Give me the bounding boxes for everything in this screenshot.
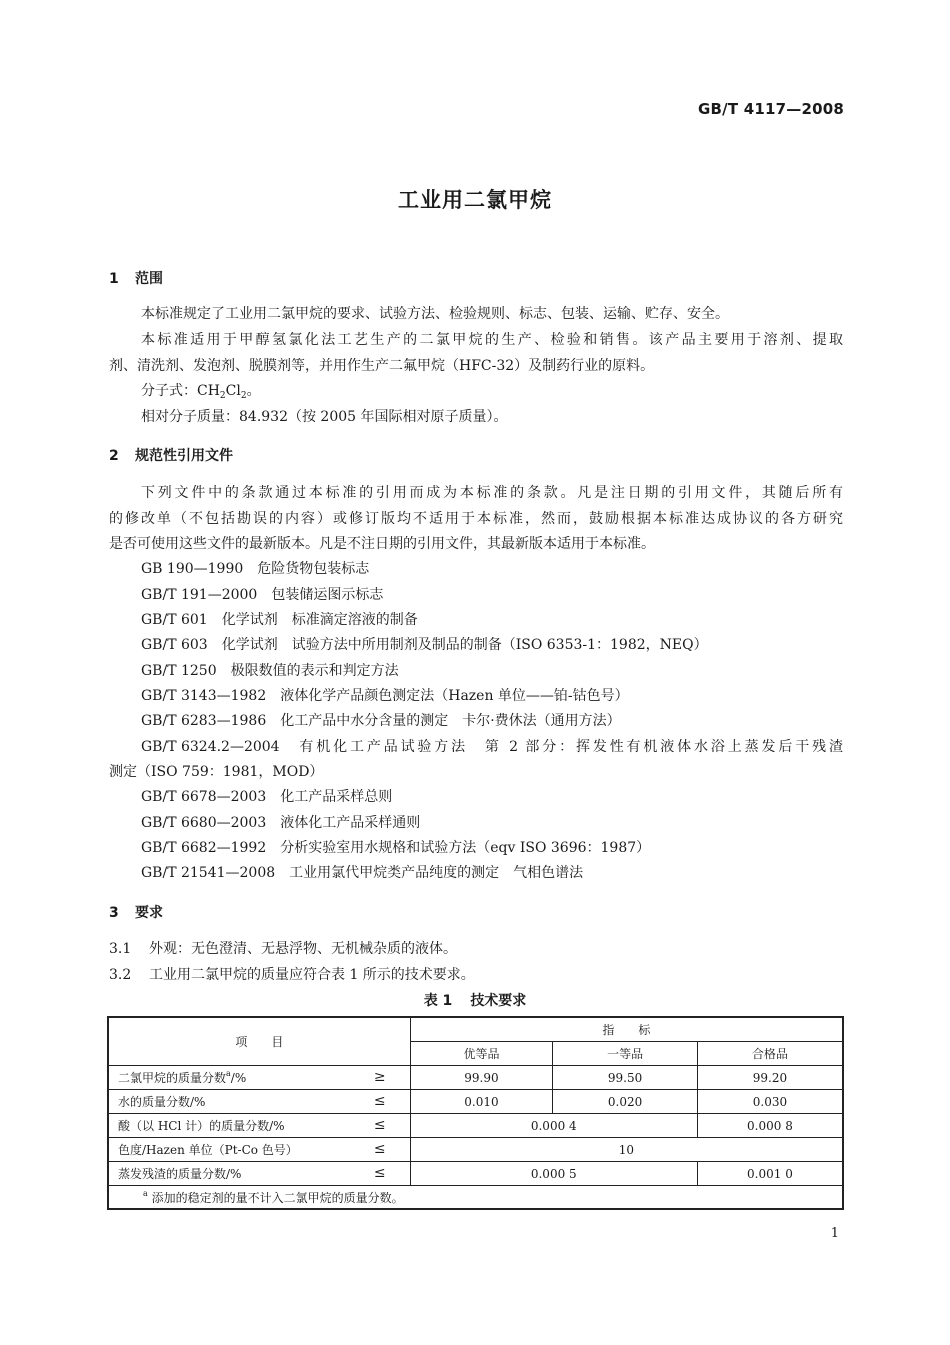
references-intro-line-2: 的修改单（不包括勘误的内容）或修订版均不适用于本标准，然而，鼓励根据本标准达成协议的各方研究 xyxy=(109,511,843,527)
value-cell: 99.90 xyxy=(410,1066,553,1090)
clause-text: 外观：无色澄清、无悬浮物、无机械杂质的液体。 xyxy=(149,941,457,957)
reference-title: 化工产品中水分含量的测定 卡尔·费休法（通用方法） xyxy=(280,713,621,729)
section-number: 1 xyxy=(109,271,119,287)
clause-text: 工业用二氯甲烷的质量应符合表 1 所示的技术要求。 xyxy=(149,967,475,983)
reference-title: 化学试剂 试验方法中所用制剂及制品的制备（ISO 6353-1：1982，NEQ） xyxy=(221,637,708,653)
references-intro-line-1: 下列文件中的条款通过本标准的引用而成为本标准的条款。凡是注日期的引用文件，其随后所有 xyxy=(141,485,843,501)
reference-title: 液体化学产品颜色测定法（Hazen 单位——铂-钴色号） xyxy=(280,688,629,704)
item-label: 蒸发残渣的质量分数/% xyxy=(118,1167,242,1181)
reference-code: GB/T 191—2000 xyxy=(141,587,258,603)
table-caption xyxy=(0,990,950,1010)
standard-code: GB/T 4117—2008 xyxy=(698,100,844,118)
table-header-item: 项 目 xyxy=(108,1017,410,1066)
comparison-symbol: ≥ xyxy=(373,1069,386,1085)
reference-code: GB/T 6283—1986 xyxy=(141,713,267,729)
grade-header: 一等品 xyxy=(553,1042,698,1066)
reference-item xyxy=(141,660,399,680)
section-2-heading xyxy=(109,445,233,465)
value-cell: 99.50 xyxy=(553,1066,698,1090)
reference-code: GB/T 6678—2003 xyxy=(141,789,267,805)
reference-code: GB 190—1990 xyxy=(141,561,244,577)
reference-code: GB/T 21541—2008 xyxy=(141,865,276,881)
table-row xyxy=(108,1114,843,1138)
reference-title: 液体化工产品采样通则 xyxy=(280,815,421,831)
item-cell xyxy=(108,1090,410,1114)
value-cell: 0.000 8 xyxy=(697,1114,843,1138)
table-row xyxy=(108,1162,843,1186)
value-cell: 0.030 xyxy=(697,1090,843,1114)
reference-code: GB/T 601 xyxy=(141,612,208,628)
formula-subscript: 2 xyxy=(240,391,247,401)
reference-code: GB/T 6680—2003 xyxy=(141,815,267,831)
reference-item xyxy=(141,685,629,705)
value-cell: 0.001 0 xyxy=(697,1162,843,1186)
table-note xyxy=(108,1186,843,1210)
clause-number: 3.2 xyxy=(109,967,132,983)
reference-code: GB/T 1250 xyxy=(141,663,217,679)
reference-title: 极限数值的表示和判定方法 xyxy=(230,663,399,679)
clause-3-2 xyxy=(109,964,475,984)
scope-paragraph-2-line-1: 本标准适用于甲醇氢氯化法工艺生产的二氯甲烷的生产、检验和销售。该产品主要用于溶剂、提取 xyxy=(141,332,843,348)
reference-item xyxy=(141,812,420,832)
reference-item xyxy=(141,862,583,882)
reference-code: GB/T 603 xyxy=(141,637,208,653)
reference-continuation: 测定（ISO 759：1981，MOD） xyxy=(109,764,324,780)
reference-title: 有机化工产品试验方法 第 2 部分：挥发性有机液体水浴上蒸发后干残渣 xyxy=(299,739,844,755)
section-1-heading xyxy=(109,268,163,288)
reference-item xyxy=(141,786,392,806)
comparison-symbol: ≤ xyxy=(373,1165,386,1181)
table-row xyxy=(108,1138,843,1162)
section-number: 2 xyxy=(109,448,119,464)
value-cell: 10 xyxy=(410,1138,843,1162)
table-row xyxy=(108,1090,843,1114)
reference-item xyxy=(141,837,650,857)
table-note-row xyxy=(108,1186,843,1210)
section-title: 规范性引用文件 xyxy=(135,448,233,464)
table-title: 技术要求 xyxy=(470,993,527,1009)
footnote-mark: a xyxy=(143,1188,148,1198)
value-cell: 0.000 4 xyxy=(410,1114,697,1138)
reference-item xyxy=(141,584,383,604)
reference-code: GB/T 6682—1992 xyxy=(141,840,267,856)
section-3-heading xyxy=(109,902,163,922)
reference-code: GB/T 3143—1982 xyxy=(141,688,267,704)
molecular-mass: 相对分子质量：84.932（按 2005 年国际相对原子质量）。 xyxy=(141,409,508,425)
reference-item xyxy=(141,710,621,730)
references-intro-line-3: 是否可使用这些文件的最新版本。凡是不注日期的引用文件，其最新版本适用于本标准。 xyxy=(109,536,655,552)
reference-item xyxy=(141,558,369,578)
technical-requirements-table xyxy=(107,1016,844,1210)
reference-title: 化学试剂 标准滴定溶液的制备 xyxy=(221,612,418,628)
value-cell: 99.20 xyxy=(697,1066,843,1090)
item-cell xyxy=(108,1114,410,1138)
item-label: 二氯甲烷的质量分数 xyxy=(118,1071,227,1085)
reference-item xyxy=(141,634,708,654)
item-cell xyxy=(108,1162,410,1186)
value-cell: 0.000 5 xyxy=(410,1162,697,1186)
scope-paragraph-1: 本标准规定了工业用二氯甲烷的要求、试验方法、检验规则、标志、包装、运输、贮存、安全。 xyxy=(141,306,729,322)
reference-item xyxy=(141,736,843,756)
formula-suffix: 。 xyxy=(246,383,261,399)
section-title: 要求 xyxy=(135,905,163,921)
reference-title: 危险货物包装标志 xyxy=(257,561,370,577)
molecular-formula xyxy=(141,380,261,401)
value-cell: 0.020 xyxy=(553,1090,698,1114)
formula-prefix: 分子式：CH xyxy=(141,383,220,399)
reference-title: 分析实验室用水规格和试验方法（eqv ISO 3696：1987） xyxy=(280,840,651,856)
section-title: 范围 xyxy=(135,271,163,287)
value-cell: 0.010 xyxy=(410,1090,553,1114)
note-text: 添加的稳定剂的量不计入二氯甲烷的质量分数。 xyxy=(151,1190,404,1205)
item-label: 色度/Hazen 单位（Pt-Co 色号） xyxy=(118,1143,298,1157)
clause-3-1 xyxy=(109,938,457,958)
reference-item xyxy=(141,609,418,629)
document-title: 工业用二氯甲烷 xyxy=(398,188,552,212)
scope-paragraph-2-line-2: 剂、清洗剂、发泡剂、脱膜剂等，并用作生产二氟甲烷（HFC-32）及制药行业的原料。 xyxy=(109,358,655,374)
page-number: 1 xyxy=(830,1226,839,1241)
grade-header: 优等品 xyxy=(410,1042,553,1066)
reference-title: 化工产品采样总则 xyxy=(280,789,393,805)
table-header-index: 指 标 xyxy=(410,1017,843,1042)
comparison-symbol: ≤ xyxy=(373,1141,386,1157)
grade-header: 合格品 xyxy=(697,1042,843,1066)
section-number: 3 xyxy=(109,905,119,921)
table-row xyxy=(108,1066,843,1090)
formula-subscript: 2 xyxy=(219,391,226,401)
footnote-mark: a xyxy=(226,1069,231,1078)
table-number: 表 1 xyxy=(423,993,453,1009)
reference-code: GB/T 6324.2—2004 xyxy=(141,739,280,755)
reference-title: 工业用氯代甲烷类产品纯度的测定 气相色谱法 xyxy=(289,865,584,881)
clause-number: 3.1 xyxy=(109,941,132,957)
item-cell xyxy=(108,1066,410,1090)
item-label: 酸（以 HCl 计）的质量分数/% xyxy=(118,1119,285,1133)
item-unit: /% xyxy=(230,1071,247,1085)
comparison-symbol: ≤ xyxy=(373,1117,386,1133)
formula-mid: Cl xyxy=(225,383,241,399)
item-label: 水的质量分数/% xyxy=(118,1095,206,1109)
item-cell xyxy=(108,1138,410,1162)
comparison-symbol: ≤ xyxy=(373,1093,386,1109)
reference-title: 包装储运图示标志 xyxy=(271,587,384,603)
